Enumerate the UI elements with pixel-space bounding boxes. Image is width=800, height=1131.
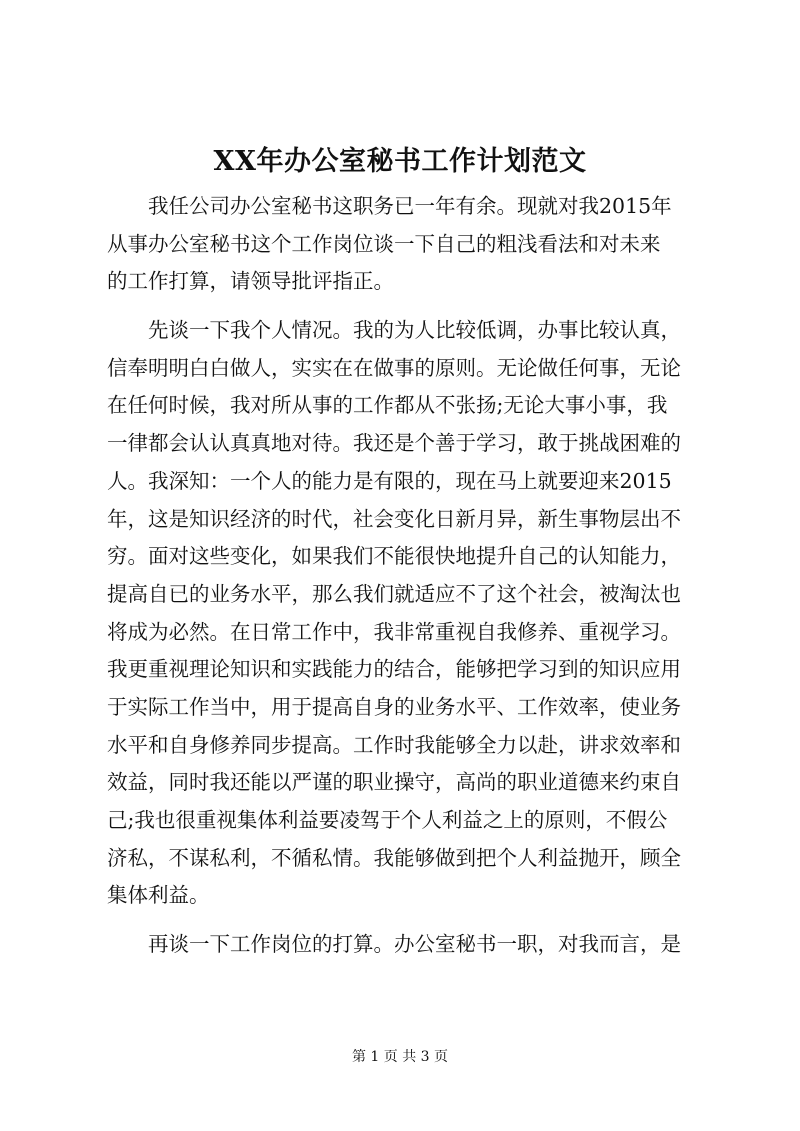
paragraph-spacer <box>107 915 707 926</box>
text-line: 从事办公室秘书这个工作岗位谈一下自己的粗浅看法和对未来 <box>107 231 661 256</box>
text-line: 年，这是知识经济的时代，社会变化日新月异，新生事物层出不 <box>107 506 681 531</box>
page-number-footer: 第 1 页 共 3 页 <box>351 1049 449 1065</box>
text-line: 效益，同时我还能以严谨的职业操守，高尚的职业道德来约束自 <box>107 770 681 795</box>
text-line: 信奉明明白白做人，实实在在做事的原则。无论做任何事，无论 <box>107 355 681 380</box>
text-line: 的工作打算，请领导批评指正。 <box>107 269 394 294</box>
text-line: 我更重视理论知识和实践能力的结合，能够把学习到的知识应用 <box>107 657 681 682</box>
text-line: 于实际工作当中，用于提高自身的业务水平、工作效率，使业务 <box>107 694 681 719</box>
document-title: XX年办公室秘书工作计划范文 <box>213 146 587 177</box>
paragraph-spacer <box>107 301 707 312</box>
paragraph <box>107 312 707 915</box>
text-line: 我任公司办公室秘书这职务已一年有余。现就对我2015年 <box>107 194 672 218</box>
paragraph <box>107 926 707 964</box>
text-line: 将成为必然。在日常工作中，我非常重视自我修养、重视学习。 <box>107 619 681 644</box>
text-line: 水平和自身修养同步提高。工作时我能够全力以赴，讲求效率和 <box>107 732 681 757</box>
text-line: 济私，不谋私利，不循私情。我能够做到把个人利益抛开，顾全 <box>107 845 681 870</box>
text-line: 穷。面对这些变化，如果我们不能很快地提升自己的认知能力， <box>107 544 681 569</box>
text-line: 一律都会认认真真地对待。我还是个善于学习，敢于挑战困难的 <box>107 431 681 456</box>
text-line: 再谈一下工作岗位的打算。办公室秘书一职，对我而言，是 <box>107 932 681 957</box>
text-line: 在任何时候，我对所从事的工作都从不张扬;无论大事小事，我 <box>107 393 668 418</box>
document-body <box>107 188 707 964</box>
text-line: 集体利益。 <box>107 883 210 908</box>
paragraph <box>107 188 707 301</box>
text-line: 提高自已的业务水平，那么我们就适应不了这个社会，被淘汰也 <box>107 581 681 606</box>
text-line: 先谈一下我个人情况。我的为人比较低调，办事比较认真， <box>107 318 681 343</box>
text-line: 己;我也很重视集体利益要凌驾于个人利益之上的原则，不假公 <box>107 808 668 832</box>
text-line: 人。我深知：一个人的能力是有限的，现在马上就要迎来2015 <box>107 468 672 493</box>
